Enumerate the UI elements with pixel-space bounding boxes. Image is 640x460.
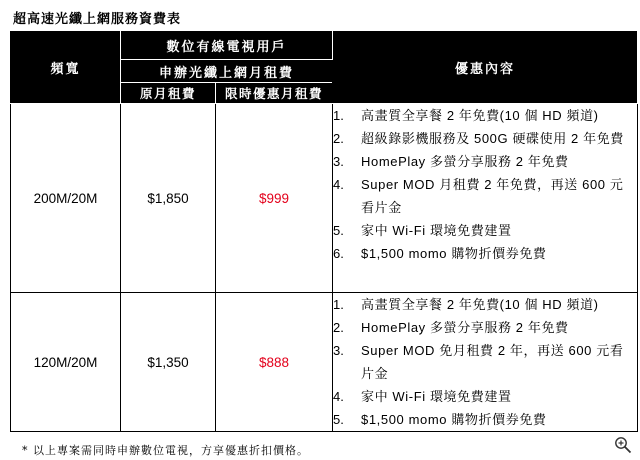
list-item: 4. Super MOD 月租費 2 年免費，再送 600 元看片金 — [333, 177, 624, 215]
promo-fee-cell: $888 — [216, 293, 333, 432]
page-title: 超高速光纖上網服務資費表 — [13, 12, 182, 27]
table-row — [11, 104, 638, 293]
header-original-fee: 原月租費 — [121, 83, 216, 104]
list-item: 5. $1,500 momo 購物折價券免費 — [333, 412, 547, 427]
original-fee-cell: $1,350 — [121, 293, 216, 432]
original-fee-cell: $1,850 — [121, 104, 216, 293]
header-group-line1: 數位有線電視用戶 — [121, 31, 333, 60]
offers-cell — [333, 104, 638, 293]
header-offers: 優惠內容 — [333, 31, 638, 104]
bandwidth-cell: 200M/20M — [11, 104, 121, 293]
list-item: 2. HomePlay 多螢分享服務 2 年免費 — [333, 320, 569, 335]
table-row — [11, 293, 638, 432]
list-item: 2. 超級錄影機服務及 500G 硬碟使用 2 年免費 — [333, 131, 624, 146]
header-group-line2: 申辦光纖上網月租費 — [121, 60, 333, 83]
promo-fee-cell: $999 — [216, 104, 333, 293]
footnote: * 以上專案需同時申辦數位電視，方享優惠折扣價格。 — [22, 444, 309, 457]
bandwidth-cell: 120M/20M — [11, 293, 121, 432]
list-item: 3. HomePlay 多螢分享服務 2 年免費 — [333, 154, 569, 169]
list-item: 1. 高畫質全享餐 2 年免費(10 個 HD 頻道) — [333, 297, 599, 312]
zoom-in-icon[interactable] — [614, 436, 632, 454]
fee-table — [10, 30, 638, 432]
list-item: 3. Super MOD 免月租費 2 年，再送 600 元看片金 — [333, 343, 624, 381]
offer-list — [333, 293, 637, 431]
list-item: 5. 家中 Wi-Fi 環境免費建置 — [333, 223, 512, 238]
offer-list — [333, 104, 637, 265]
header-promo-fee: 限時優惠月租費 — [216, 83, 333, 104]
list-item: 6. $1,500 momo 購物折價券免費 — [333, 246, 547, 261]
offers-cell — [333, 293, 638, 432]
header-bandwidth: 頻寬 — [11, 31, 121, 104]
list-item: 1. 高畫質全享餐 2 年免費(10 個 HD 頻道) — [333, 108, 599, 123]
list-item: 4. 家中 Wi-Fi 環境免費建置 — [333, 389, 512, 404]
